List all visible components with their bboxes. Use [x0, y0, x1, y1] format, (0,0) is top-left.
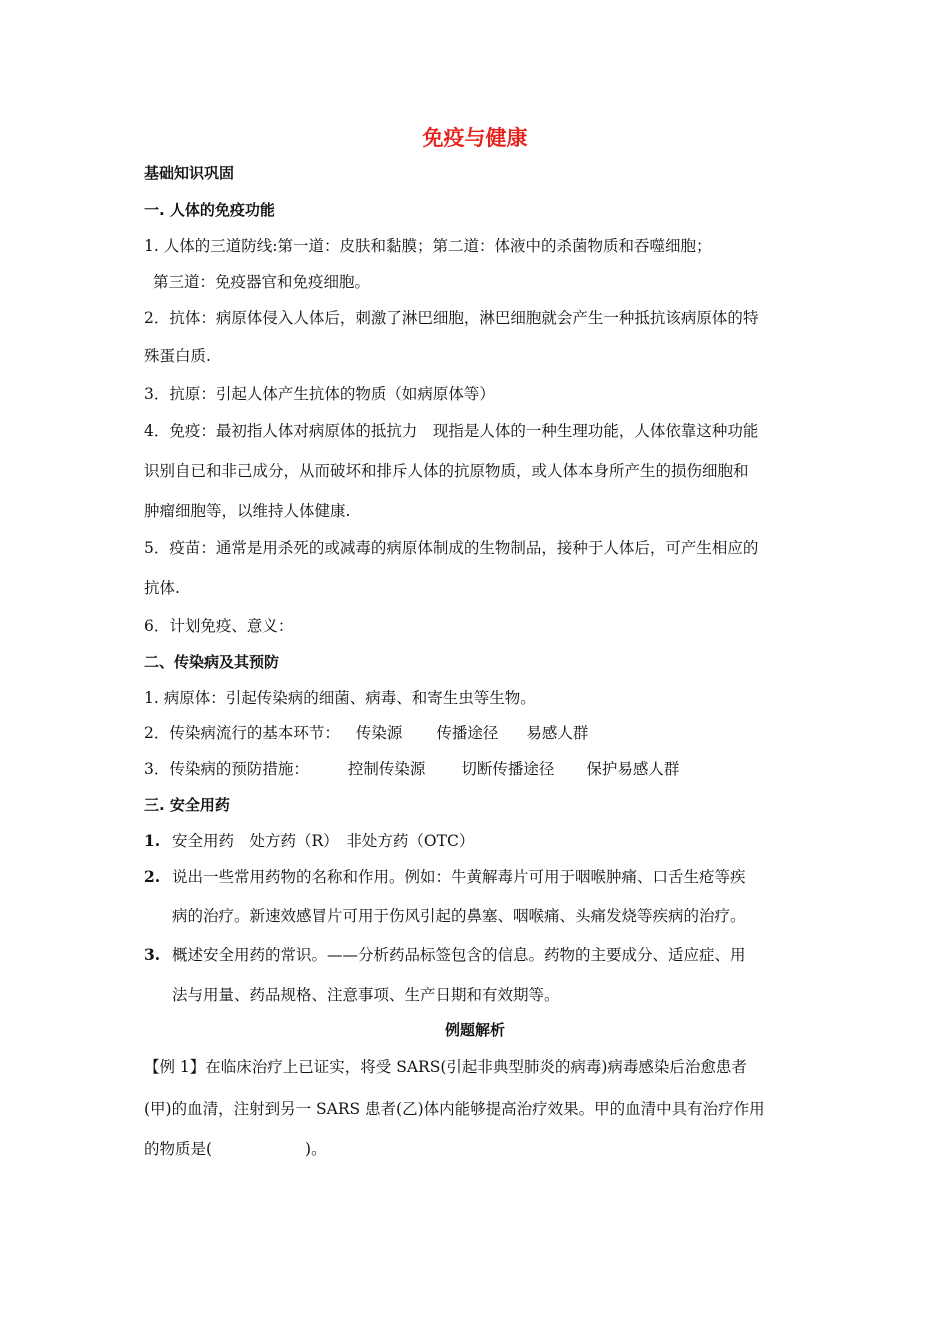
- part1-item6: 6．计划免疫、意义：: [144, 617, 294, 635]
- part3-item3-number: 3.: [144, 945, 161, 964]
- part1-item2-line2: 殊蛋白质.: [144, 347, 211, 365]
- part1-item3: 3．抗原：引起人体产生抗体的物质（如病原体等）: [144, 385, 495, 403]
- part2-item3-term-c: 保护易感人群: [586, 760, 680, 778]
- part2-heading: 二、传染病及其预防: [144, 653, 280, 671]
- part3-item2-line1: [144, 867, 746, 887]
- part2-item3-term-a: 控制传染源: [347, 760, 426, 778]
- part3-item2-text-a: 说出一些常用药物的名称和作用。例如：牛黄解毒片可用于咽喉肿痛、口舌生疮等疾: [172, 868, 746, 886]
- section-basic-heading: 基础知识巩固: [144, 164, 235, 182]
- example1-line1: 【例 1】在临床治疗上已证实，将受 SARS(引起非典型肺炎的病毒)病毒感染后治愈患者: [144, 1058, 747, 1076]
- part3-item1-text: 安全用药 处方药（R） 非处方药（OTC）: [172, 832, 475, 850]
- part2-item2: [144, 723, 588, 743]
- part1-item2-line1: 2．抗体：病原体侵入人体后，刺激了淋巴细胞，淋巴细胞就会产生一种抵抗该病原体的特: [144, 309, 759, 327]
- part3-item3-line2: 法与用量、药品规格、注意事项、生产日期和有效期等。: [172, 986, 560, 1004]
- part3-item1: [144, 831, 474, 851]
- part2-item3: [144, 759, 679, 779]
- part2-item2-term-a: 传染源: [355, 724, 403, 742]
- part2-item3-term-b: 切断传播途径: [461, 760, 555, 778]
- part1-item4-line2: 识别自已和非己成分，从而破坏和排斥人体的抗原物质，或人体本身所产生的损伤细胞和: [144, 462, 749, 480]
- part2-item2-label: 2．传染病流行的基本环节：: [144, 724, 340, 742]
- part3-item3-text-a: 概述安全用药的常识。——分析药品标签包含的信息。药物的主要成分、适应症、用: [172, 946, 746, 964]
- part3-item1-number: 1.: [144, 831, 161, 850]
- document-title: 免疫与健康: [422, 126, 528, 150]
- part3-item2-number: 2.: [144, 867, 161, 886]
- section-examples-heading: 例题解析: [444, 1021, 505, 1039]
- part1-item5-line2: 抗体.: [144, 579, 180, 597]
- part1-item4-line3: 肿瘤细胞等，以维持人体健康.: [144, 502, 351, 520]
- example1-line3: 的物质是( )。: [144, 1140, 327, 1158]
- part2-item2-term-b: 传播途径: [436, 724, 499, 742]
- part1-item4-line1: 4．免疫：最初指人体对病原体的抵抗力 现指是人体的一种生理功能，人体依靠这种功能: [144, 422, 759, 440]
- part1-heading: 一. 人体的免疫功能: [144, 201, 275, 219]
- example1-line2: (甲)的血清，注射到另一 SARS 患者(乙)体内能够提高治疗效果。甲的血清中具有治疗作用: [144, 1100, 765, 1118]
- part3-item2-line2: 病的治疗。新速效感冒片可用于伤风引起的鼻塞、咽喉痛、头痛发烧等疾病的治疗。: [172, 907, 746, 925]
- part2-item1: 1. 病原体：引起传染病的细菌、病毒、和寄生虫等生物。: [144, 689, 536, 707]
- part1-item5-line1: 5．疫苗：通常是用杀死的或减毒的病原体制成的生物制品，接种于人体后，可产生相应的: [144, 539, 759, 557]
- part2-item2-term-c: 易感人群: [526, 724, 589, 742]
- part3-heading: 三. 安全用药: [144, 796, 230, 814]
- part3-item3-line1: [144, 945, 746, 965]
- part2-item3-label: 3．传染病的预防措施：: [144, 760, 309, 778]
- part1-item1-line1: 1. 人体的三道防线:第一道：皮肤和黏膜；第二道：体液中的杀菌物质和吞噬细胞；: [144, 237, 712, 255]
- part1-item1-line2: 第三道：免疫器官和免疫细胞。: [153, 273, 371, 291]
